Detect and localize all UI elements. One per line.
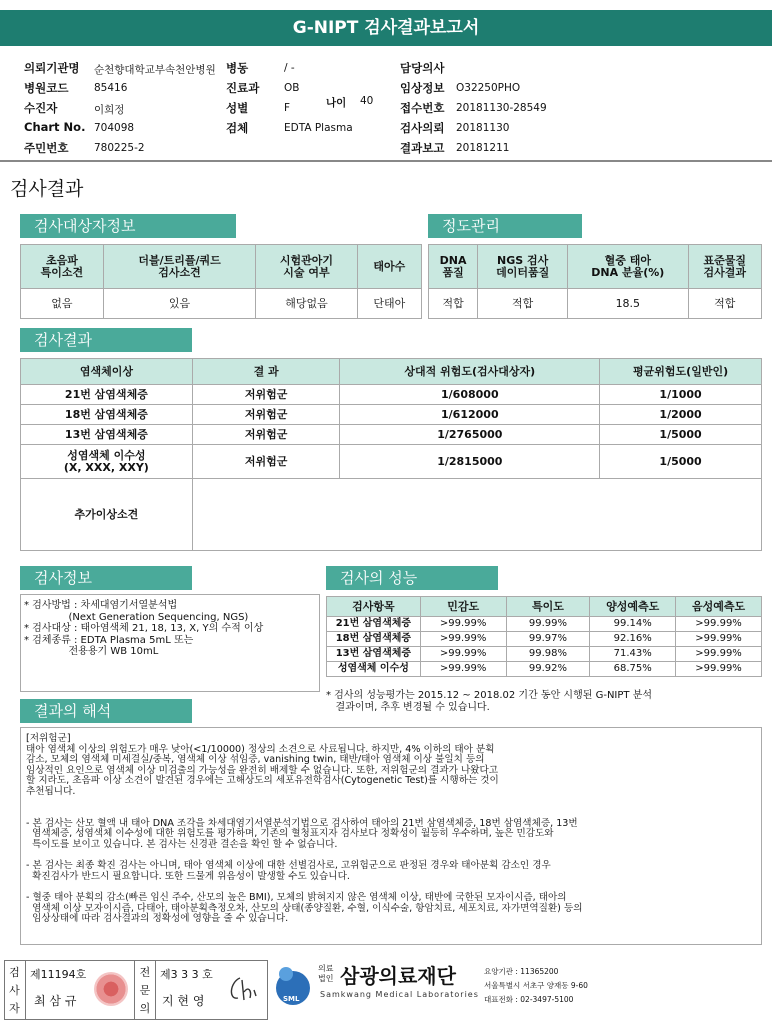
org-prefix: 의료 법인 — [318, 964, 334, 983]
result-cell: 1/5000 — [600, 445, 762, 479]
header-value: OB — [284, 82, 300, 94]
result-header-cell: 결 과 — [192, 359, 340, 385]
header-label: 병동 — [226, 61, 249, 75]
qc-value-cell: 18.5 — [568, 289, 689, 319]
header-label: Chart No. — [24, 120, 86, 134]
org-tel: 대표전화 : 02-3497-5100 — [484, 995, 574, 1004]
header-value: 20181130-28549 — [456, 102, 547, 114]
tester-number: 제11194호 — [30, 968, 87, 981]
header-label: 담당의사 — [400, 61, 445, 75]
perf-cell: 성염색체 이수성 — [327, 662, 421, 677]
perf-cell: 99.98% — [506, 647, 590, 662]
seal-stamp — [94, 972, 128, 1006]
age-value: 40 — [360, 95, 374, 107]
table-row — [327, 632, 762, 647]
header-label: 주민번호 — [24, 141, 69, 155]
perf-cell: 92.16% — [590, 632, 676, 647]
interp-text: [저위험군] 태아 염색체 이상의 위험도가 매우 낮아(<1/10000) 정상의 소견으로 사료됩니다. 하지만, 4% 이하의 태아 분획 감소, 모체의 염색체 미세결실/중복, 염색체 이상 섞임증, vanishing twin, 태반/태아 염색체 이상 불일치 등의 임상적인 요인으로 염색체 이상 미검출의 가능성을 완전히 배제할 수 없습니다. 또한, 저위험군의 결과가 나왔다고 할 지라도, 초음파 이상 소견이 발견된 경우에는 고해상도의 세포유전학검사(Cytogenetic Test)를 시행하는 것이 추천됩니다. - 본 검사는 산모 혈액 내 태아 DNA 조각을 차세대염기서열분석기법으로 검사하여 태아의 21번 삼염색체증, 18번 삼염색체증, 13번 염색체증, 성염색체 이수성에 대한 위험도를 평가하며, 기존의 혈청표지자 검사보다 정확성이 월등히 우수하며, 높은 민감도와 특이도를 보이고 있습니다. 본 검사는 신경관 결손을 확인 할 수 없습니다. - 본 검사는 최종 확진 검사는 아니며, 태아 염색체 이상에 대한 선별검사로, 고위험군으로 판정된 경우와 태아분획 감소인 경우 확진검사가 반드시 필요합니다. 또한 드물게 위음성이 발생할 수도 있습니다. - 혈중 태아 분획의 감소(빠른 임신 주수, 산모의 높은 BMI), 모체의 밝혀지지 않은 염색체 이상, 태반에 국한된 모자이시즘, 태아의 염색체 이상 모자이시즘, 다태아, 태아분획측정오차, 산모의 상태(종양질환, 수혈, 이식수술, 항암치료, 세포치료, 자가면역질환) 등의 임상상태에 따라 검사결과의 정확성에 영향을 줄 수 있습니다. — [26, 733, 583, 925]
org-address: 서울특별시 서초구 양재동 9-60 — [484, 981, 588, 990]
table-row — [21, 385, 762, 405]
perf-cell: 99.97% — [506, 632, 590, 647]
subject-header-cell: 더블/트리플/쿼드 검사소견 — [103, 245, 255, 289]
perf-table — [326, 596, 762, 677]
table-row — [21, 445, 762, 479]
result-header-cell: 염색체이상 — [21, 359, 193, 385]
perf-cell: 99.14% — [590, 617, 676, 632]
perf-cell: >99.99% — [676, 632, 762, 647]
perf-cell: >99.99% — [676, 647, 762, 662]
header-label: 수진자 — [24, 101, 58, 115]
perf-tab: 검사의 성능 — [326, 566, 498, 590]
table-row — [327, 617, 762, 632]
perf-header-cell: 검사항목 — [327, 597, 421, 617]
qc-header-cell: 혈중 태아 DNA 분율(%) — [568, 245, 689, 289]
perf-cell: 21번 삼염색체증 — [327, 617, 421, 632]
result-cell: 저위험군 — [192, 425, 340, 445]
result-cell: 저위험군 — [192, 405, 340, 425]
header-value: F — [284, 102, 291, 114]
qc-value-cell: 적합 — [478, 289, 568, 319]
interp-tab: 결과의 해석 — [20, 699, 192, 723]
result-tab: 검사결과 — [20, 328, 192, 352]
header-label: 임상정보 — [400, 81, 445, 95]
subject-value-cell: 해당없음 — [256, 289, 357, 319]
result-cell: 1/2765000 — [340, 425, 600, 445]
info-text: * 검사방법 : 차세대염기서열분석법 (Next Generation Sequencing, NGS) * 검사대상 : 태아염색체 21, 18, 13, X, Y의 수적 이상 * 검체종류 : EDTA Plasma 5mL 또는 전용용기 WB 10mL — [24, 600, 264, 657]
logo-small-text: SML — [283, 995, 300, 1003]
extra-findings-label: 추가이상소견 — [21, 479, 193, 551]
perf-header-cell: 음성예측도 — [676, 597, 762, 617]
org-name: 삼광의료재단 — [340, 964, 456, 988]
qc-tab: 정도관리 — [428, 214, 582, 238]
header-value: 이희정 — [94, 104, 125, 116]
result-cell: 13번 삼염색체증 — [21, 425, 193, 445]
qc-header-cell: NGS 검사 데이터품질 — [478, 245, 568, 289]
header-value: EDTA Plasma — [284, 122, 353, 134]
table-row — [21, 405, 762, 425]
subject-header-cell: 태아수 — [357, 245, 421, 289]
perf-cell: 99.99% — [506, 617, 590, 632]
org-en: Samkwang Medical Laboratories — [320, 990, 479, 999]
subject-table — [20, 244, 422, 319]
result-cell: 1/2815000 — [340, 445, 600, 479]
perf-cell: 71.43% — [590, 647, 676, 662]
perf-cell: >99.99% — [676, 617, 762, 632]
result-header-cell: 평균위험도(일반인) — [600, 359, 762, 385]
perf-cell: >99.99% — [420, 632, 506, 647]
table-row — [327, 647, 762, 662]
section-title: 검사결과 — [10, 178, 84, 200]
divider — [0, 160, 772, 162]
header-label: 검사의뢰 — [400, 121, 445, 135]
doctor-label: 전 문 의 — [134, 960, 156, 1020]
subject-header-cell: 시험관아기 시술 여부 — [256, 245, 357, 289]
report-title: G-NIPT 검사결과보고서 — [0, 10, 772, 46]
qc-value-cell: 적합 — [688, 289, 761, 319]
result-cell: 저위험군 — [192, 445, 340, 479]
perf-cell: >99.99% — [420, 647, 506, 662]
header-value: 704098 — [94, 122, 135, 134]
qc-value-cell: 적합 — [429, 289, 478, 319]
header-value: 순천향대학교부속천안병원 — [94, 64, 216, 76]
org-code: 요양기관 : 11365200 — [484, 967, 559, 976]
result-cell: 1/1000 — [600, 385, 762, 405]
table-row — [327, 662, 762, 677]
perf-cell: 13번 삼염색체증 — [327, 647, 421, 662]
result-cell: 1/612000 — [340, 405, 600, 425]
header-value: 780225-2 — [94, 142, 145, 154]
header-value: 20181211 — [456, 142, 510, 154]
perf-cell: 99.92% — [506, 662, 590, 677]
header-label: 진료과 — [226, 81, 260, 95]
age-label: 나이 — [326, 97, 347, 109]
perf-cell: >99.99% — [420, 662, 506, 677]
perf-header-cell: 양성예측도 — [590, 597, 676, 617]
result-cell: 1/5000 — [600, 425, 762, 445]
result-cell: 성염색체 이수성 (X, XXX, XXY) — [21, 445, 193, 479]
perf-cell: 18번 삼염색체증 — [327, 632, 421, 647]
doctor-name: 지 현 영 — [162, 994, 205, 1008]
table-row — [21, 425, 762, 445]
header-label: 검체 — [226, 121, 249, 135]
header-label: 결과보고 — [400, 141, 445, 155]
doctor-number: 제3 3 3 호 — [160, 968, 213, 981]
subject-tab: 검사대상자정보 — [20, 214, 236, 238]
header-label: 병원코드 — [24, 81, 69, 95]
header-value: 85416 — [94, 82, 128, 94]
result-cell: 1/608000 — [340, 385, 600, 405]
perf-cell: 68.75% — [590, 662, 676, 677]
perf-cell: >99.99% — [420, 617, 506, 632]
tester-name: 최 삼 규 — [34, 994, 77, 1008]
subject-value-cell: 단태아 — [357, 289, 421, 319]
tester-label: 검 사 자 — [4, 960, 26, 1020]
qc-header-cell: 표준물질 검사결과 — [688, 245, 761, 289]
perf-note: * 검사의 성능평가는 2015.12 ~ 2018.02 기간 동안 시행된 G-NIPT 분석 결과이며, 추후 변경될 수 있습니다. — [326, 690, 653, 713]
result-cell: 21번 삼염색체증 — [21, 385, 193, 405]
result-cell: 저위험군 — [192, 385, 340, 405]
perf-header-cell: 민감도 — [420, 597, 506, 617]
info-tab: 검사정보 — [20, 566, 192, 590]
perf-cell: >99.99% — [676, 662, 762, 677]
result-cell: 18번 삼염색체증 — [21, 405, 193, 425]
extra-findings-value — [192, 479, 761, 551]
subject-value-cell: 있음 — [103, 289, 255, 319]
header-label: 성별 — [226, 101, 249, 115]
header-label: 접수번호 — [400, 101, 445, 115]
header-label: 의뢰기관명 — [24, 61, 80, 75]
result-table — [20, 358, 762, 551]
qc-table — [428, 244, 762, 319]
header-value: / - — [284, 62, 295, 74]
perf-header-cell: 특이도 — [506, 597, 590, 617]
result-header-cell: 상대적 위험도(검사대상자) — [340, 359, 600, 385]
header-value: O32250PHO — [456, 82, 521, 94]
header-value: 20181130 — [456, 122, 510, 134]
subject-value-cell: 없음 — [21, 289, 104, 319]
signature-icon — [222, 972, 262, 1008]
qc-header-cell: DNA 품질 — [429, 245, 478, 289]
result-cell: 1/2000 — [600, 405, 762, 425]
subject-header-cell: 초음파 특이소견 — [21, 245, 104, 289]
